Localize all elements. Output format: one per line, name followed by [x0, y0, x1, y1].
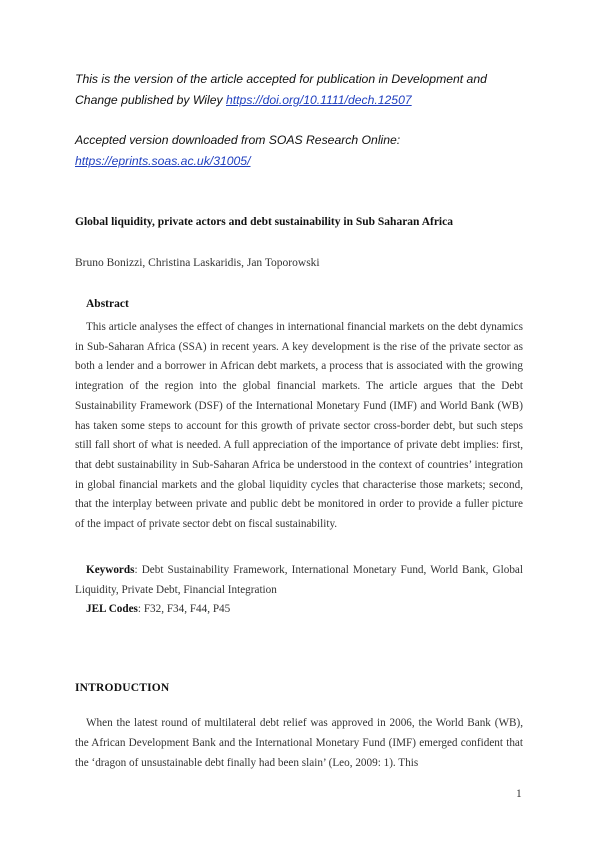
introduction-text: When the latest round of multilateral debt relief was approved in 2006, the World Bank (WB), the African Development Bank and the International Monetary Fund (IMF) emerged confident that the ‘dragon of unsustainable debt finally had been slain’ (Leo, 2009: 1). This: [75, 717, 523, 769]
notice-line-4: [75, 151, 545, 172]
notice-line-2: [75, 90, 545, 111]
article-authors: Bruno Bonizzi, Christina Laskaridis, Jan Toporowski: [75, 257, 320, 269]
notice-spacer: [75, 111, 545, 130]
keywords-block: [75, 561, 523, 620]
jel-text: : F32, F34, F44, P45: [137, 603, 231, 615]
eprints-link[interactable]: https://eprints.soas.ac.uk/31005/: [75, 154, 251, 168]
article-title: Global liquidity, private actors and debt sustainability in Sub Saharan Africa: [75, 216, 453, 228]
jel-line: [75, 600, 523, 620]
jel-label: JEL Codes: [86, 603, 138, 615]
notice-line-2-prefix: Change published by Wiley: [75, 93, 226, 107]
introduction-heading: INTRODUCTION: [75, 682, 170, 694]
keywords-text: : Debt Sustainability Framework, International Monetary Fund, World Bank, Global Liquidity, Private Debt, Financial Integration: [75, 564, 523, 596]
publication-notice: [75, 69, 545, 172]
keywords-line: [75, 561, 523, 600]
notice-line-1: This is the version of the article accepted for publication in Development and: [75, 72, 487, 86]
doi-link[interactable]: https://doi.org/10.1111/dech.12507: [225, 93, 412, 107]
abstract-text: This article analyses the effect of changes in international financial markets on the debt dynamics in Sub-Saharan Africa (SSA) in recent years. A key development is the rise of the private sector as both a lender and a borrower in African debt markets, a process that is associated with the growing integration of the region into the global financial markets. The article argues that the Debt Sustainability Framework (DSF) of the International Monetary Fund (IMF) and World Bank (WB) has taken some steps to account for this growth of private sector cross-border debt, but such steps still fall short of what is needed. A full appreciation of the importance of private debt implies: first, that debt sustainability in Sub-Saharan Africa be understood in the context of countries’ integration in global financial markets and the global liquidity cycles that characterise those markets; second, that the interplay between private and public debt be monitored in order to provide a fuller picture of the impact of private sector debt on fiscal sustainability.: [75, 321, 523, 531]
abstract-heading: Abstract: [86, 298, 129, 310]
page-number: 1: [516, 788, 522, 800]
keywords-label: Keywords: [86, 564, 135, 576]
notice-line-3: Accepted version downloaded from SOAS Research Online:: [75, 133, 401, 147]
